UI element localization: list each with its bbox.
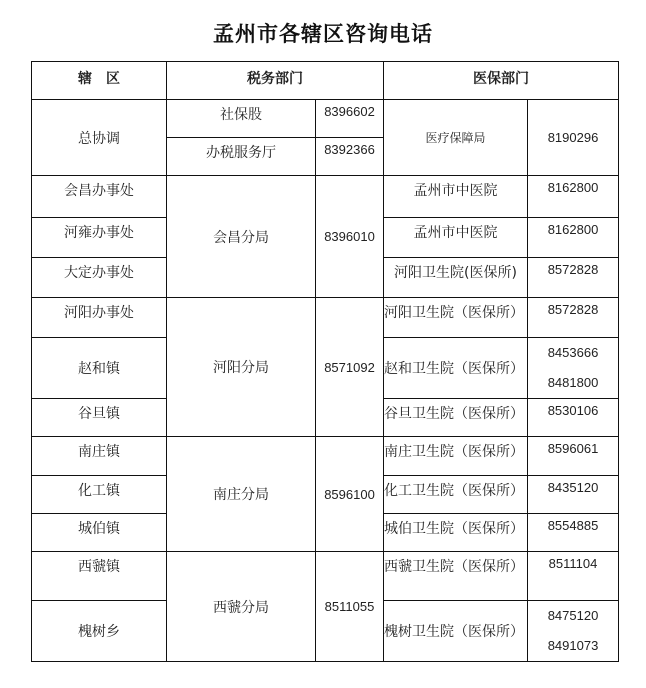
- medical-phone-cell: 8530106: [528, 399, 619, 437]
- district-cell: 南庄镇: [32, 437, 167, 476]
- medical-phone-cell: 8162800: [528, 218, 619, 258]
- district-cell: 赵和镇: [32, 338, 167, 399]
- tax-office-cell: 西虢分局: [167, 552, 316, 662]
- medical-cell: 孟州市中医院: [384, 176, 528, 218]
- district-cell: 西虢镇: [32, 552, 167, 601]
- contact-table: [31, 61, 619, 662]
- table-row: [32, 552, 619, 601]
- phone-number: 8475120: [547, 608, 599, 623]
- medical-phone-cell: 8596061: [528, 437, 619, 476]
- medical-cell: 赵和卫生院（医保所）: [384, 338, 528, 399]
- district-cell: 化工镇: [32, 476, 167, 514]
- tax-phone-cell: 8392366: [316, 138, 384, 176]
- medical-cell: 河阳卫生院（医保所）: [384, 298, 528, 338]
- page-title: 孟州市各辖区咨询电话: [213, 22, 433, 46]
- medical-phone-cell: 8162800: [528, 176, 619, 218]
- medical-phone-cell: [528, 601, 619, 662]
- district-cell: 会昌办事处: [32, 176, 167, 218]
- medical-phone-cell: 8190296: [528, 100, 619, 176]
- medical-phone-cell: [528, 338, 619, 399]
- phone-number: 8481800: [547, 375, 599, 390]
- tax-phone-cell: 8396010: [316, 176, 384, 298]
- tax-unit-cell: 办税服务厅: [167, 138, 316, 176]
- medical-cell: 南庄卫生院（医保所）: [384, 437, 528, 476]
- table-row: [32, 298, 619, 338]
- district-cell: 大定办事处: [32, 258, 167, 298]
- table-row: [32, 176, 619, 218]
- tax-phone-cell: 8571092: [316, 298, 384, 437]
- tax-phone-cell: 8396602: [316, 100, 384, 138]
- header-medical: 医保部门: [384, 62, 619, 100]
- medical-phone-cell: 8572828: [528, 298, 619, 338]
- medical-cell: 谷旦卫生院（医保所）: [384, 399, 528, 437]
- district-cell: 河雍办事处: [32, 218, 167, 258]
- table-row: [32, 437, 619, 476]
- header-row: [32, 62, 619, 100]
- tax-office-cell: 南庄分局: [167, 437, 316, 552]
- tax-office-cell: 河阳分局: [167, 298, 316, 437]
- medical-cell: 化工卫生院（医保所）: [384, 476, 528, 514]
- phone-number: 8453666: [547, 345, 599, 360]
- tax-phone-cell: 8511055: [316, 552, 384, 662]
- medical-phone-cell: 8511104: [528, 552, 619, 601]
- medical-cell: 医疗保障局: [384, 100, 528, 176]
- district-cell: 河阳办事处: [32, 298, 167, 338]
- header-tax: 税务部门: [167, 62, 384, 100]
- table-row: [32, 100, 619, 138]
- tax-office-cell: 会昌分局: [167, 176, 316, 298]
- medical-phone-cell: 8435120: [528, 476, 619, 514]
- tax-unit-cell: 社保股: [167, 100, 316, 138]
- phone-number: 8491073: [547, 638, 599, 653]
- district-cell: 总协调: [32, 100, 167, 176]
- district-cell: 槐树乡: [32, 601, 167, 662]
- medical-phone-cell: 8572828: [528, 258, 619, 298]
- medical-cell: 河阳卫生院(医保所): [384, 258, 528, 298]
- tax-phone-cell: 8596100: [316, 437, 384, 552]
- medical-phone-cell: 8554885: [528, 514, 619, 552]
- medical-cell: 城伯卫生院（医保所）: [384, 514, 528, 552]
- medical-cell: 槐树卫生院（医保所）: [384, 601, 528, 662]
- header-district: 辖 区: [32, 62, 167, 100]
- district-cell: 城伯镇: [32, 514, 167, 552]
- medical-cell: 西虢卫生院（医保所）: [384, 552, 528, 601]
- medical-cell: 孟州市中医院: [384, 218, 528, 258]
- district-cell: 谷旦镇: [32, 399, 167, 437]
